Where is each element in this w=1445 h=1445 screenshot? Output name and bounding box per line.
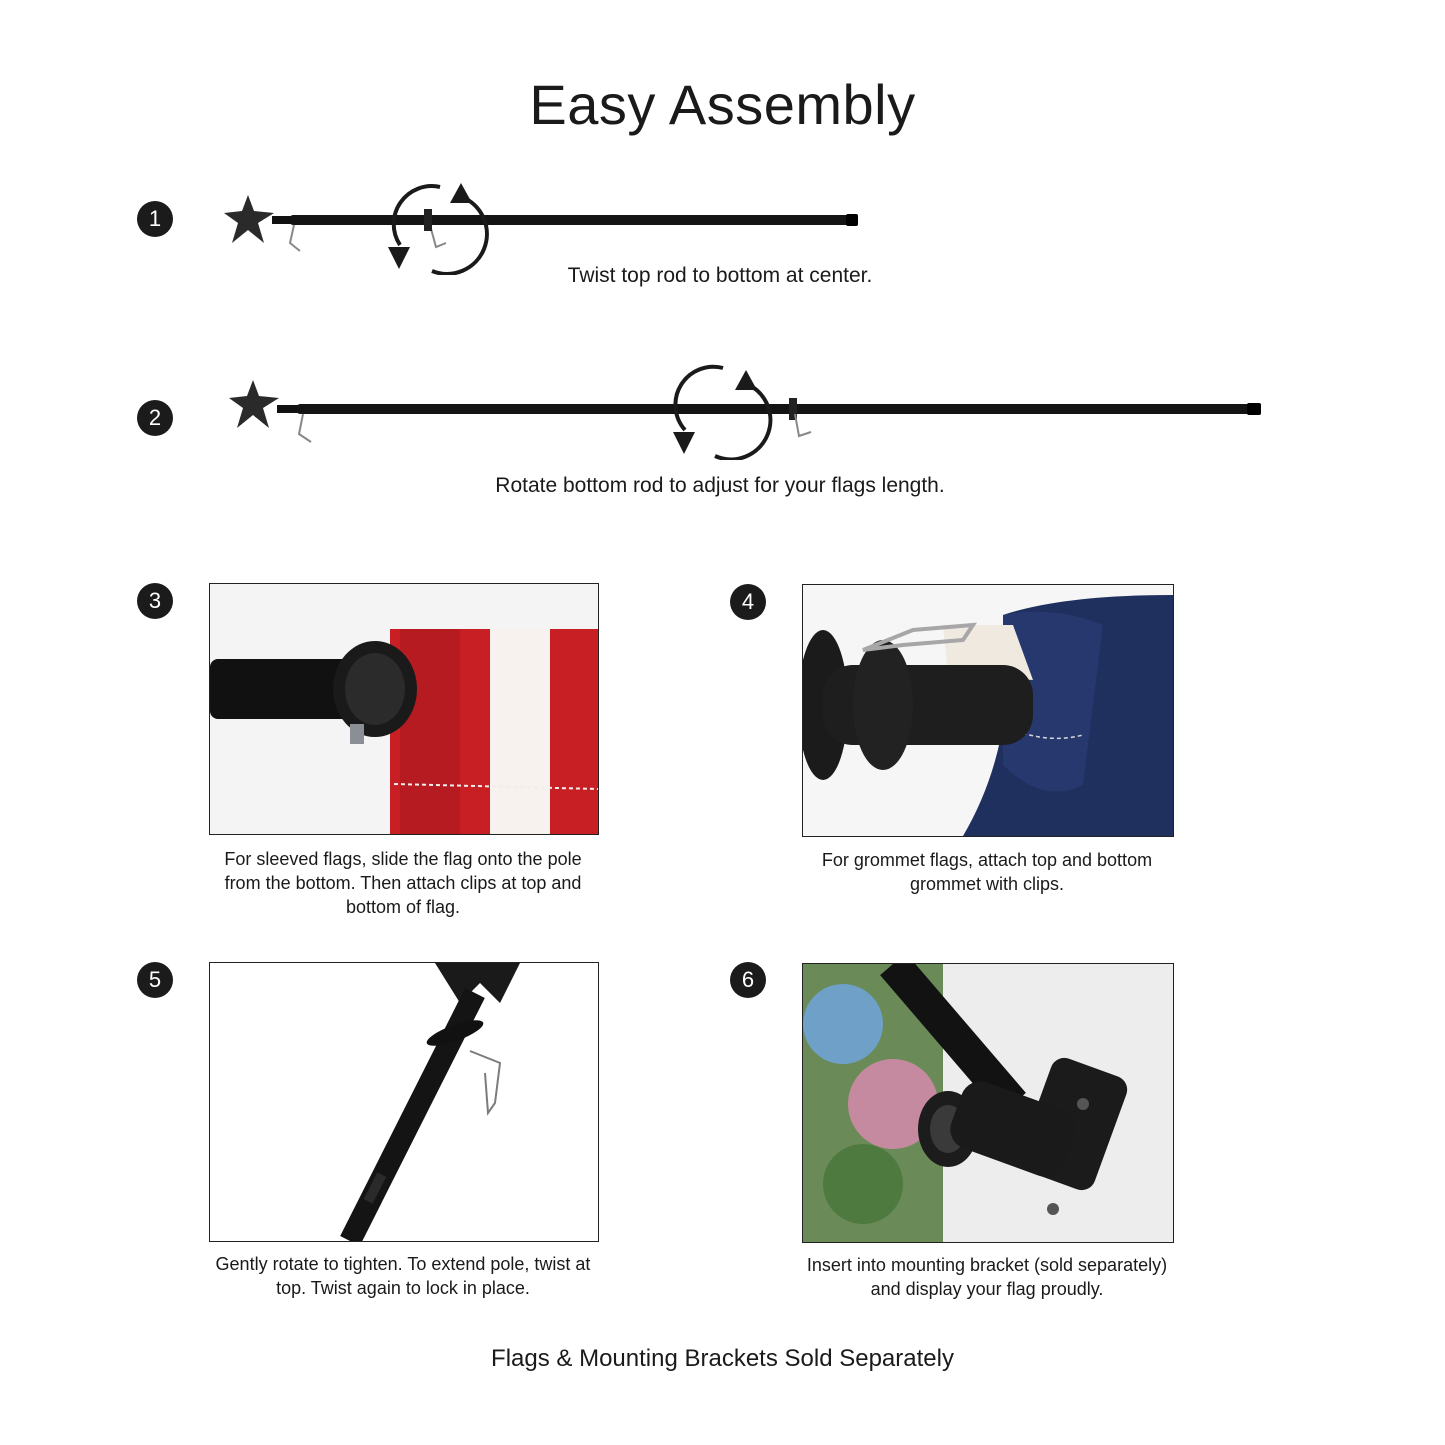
step-4-caption: For grommet flags, attach top and bottom grommet with clips. — [821, 850, 1153, 894]
star-finial-icon — [224, 195, 274, 243]
rotate-arrow-top-icon — [675, 367, 723, 430]
step-5-badge: 5 — [137, 962, 173, 998]
step-5-photo-extend-pole — [209, 962, 599, 1242]
step-3-photo-sleeved-flag — [209, 583, 599, 835]
step-1-badge: 1 — [137, 201, 173, 237]
step-5-caption: Gently rotate to tighten. To extend pole, twist at top. Twist again to lock in place. — [215, 1254, 591, 1298]
step-2-pole-illustration — [215, 360, 1275, 460]
rotate-arrow-bottom-icon — [432, 197, 487, 274]
step-4-photo-grommet-flag — [802, 584, 1174, 837]
star-finial-icon — [229, 380, 279, 428]
step-6-badge: 6 — [730, 962, 766, 998]
footer-note: Flags & Mounting Brackets Sold Separately — [491, 1345, 954, 1372]
step-2-badge: 2 — [137, 400, 173, 436]
page-title: Easy Assembly — [529, 73, 916, 136]
step-6-caption: Insert into mounting bracket (sold separately) and display your flag proudly. — [806, 1255, 1168, 1299]
step-4-badge: 4 — [730, 584, 766, 620]
step-2-caption: Rotate bottom rod to adjust for your flags length. — [495, 474, 945, 497]
step-3-badge: 3 — [137, 583, 173, 619]
step-3-caption: For sleeved flags, slide the flag onto the pole from the bottom. Then attach clips at top and bottom of flag. — [224, 849, 582, 917]
step-6-photo-mounting-bracket — [802, 963, 1174, 1243]
step-1-pole-illustration — [210, 175, 870, 275]
rotate-arrow-bottom-icon — [715, 384, 770, 459]
step-1-caption: Twist top rod to bottom at center. — [567, 264, 873, 287]
